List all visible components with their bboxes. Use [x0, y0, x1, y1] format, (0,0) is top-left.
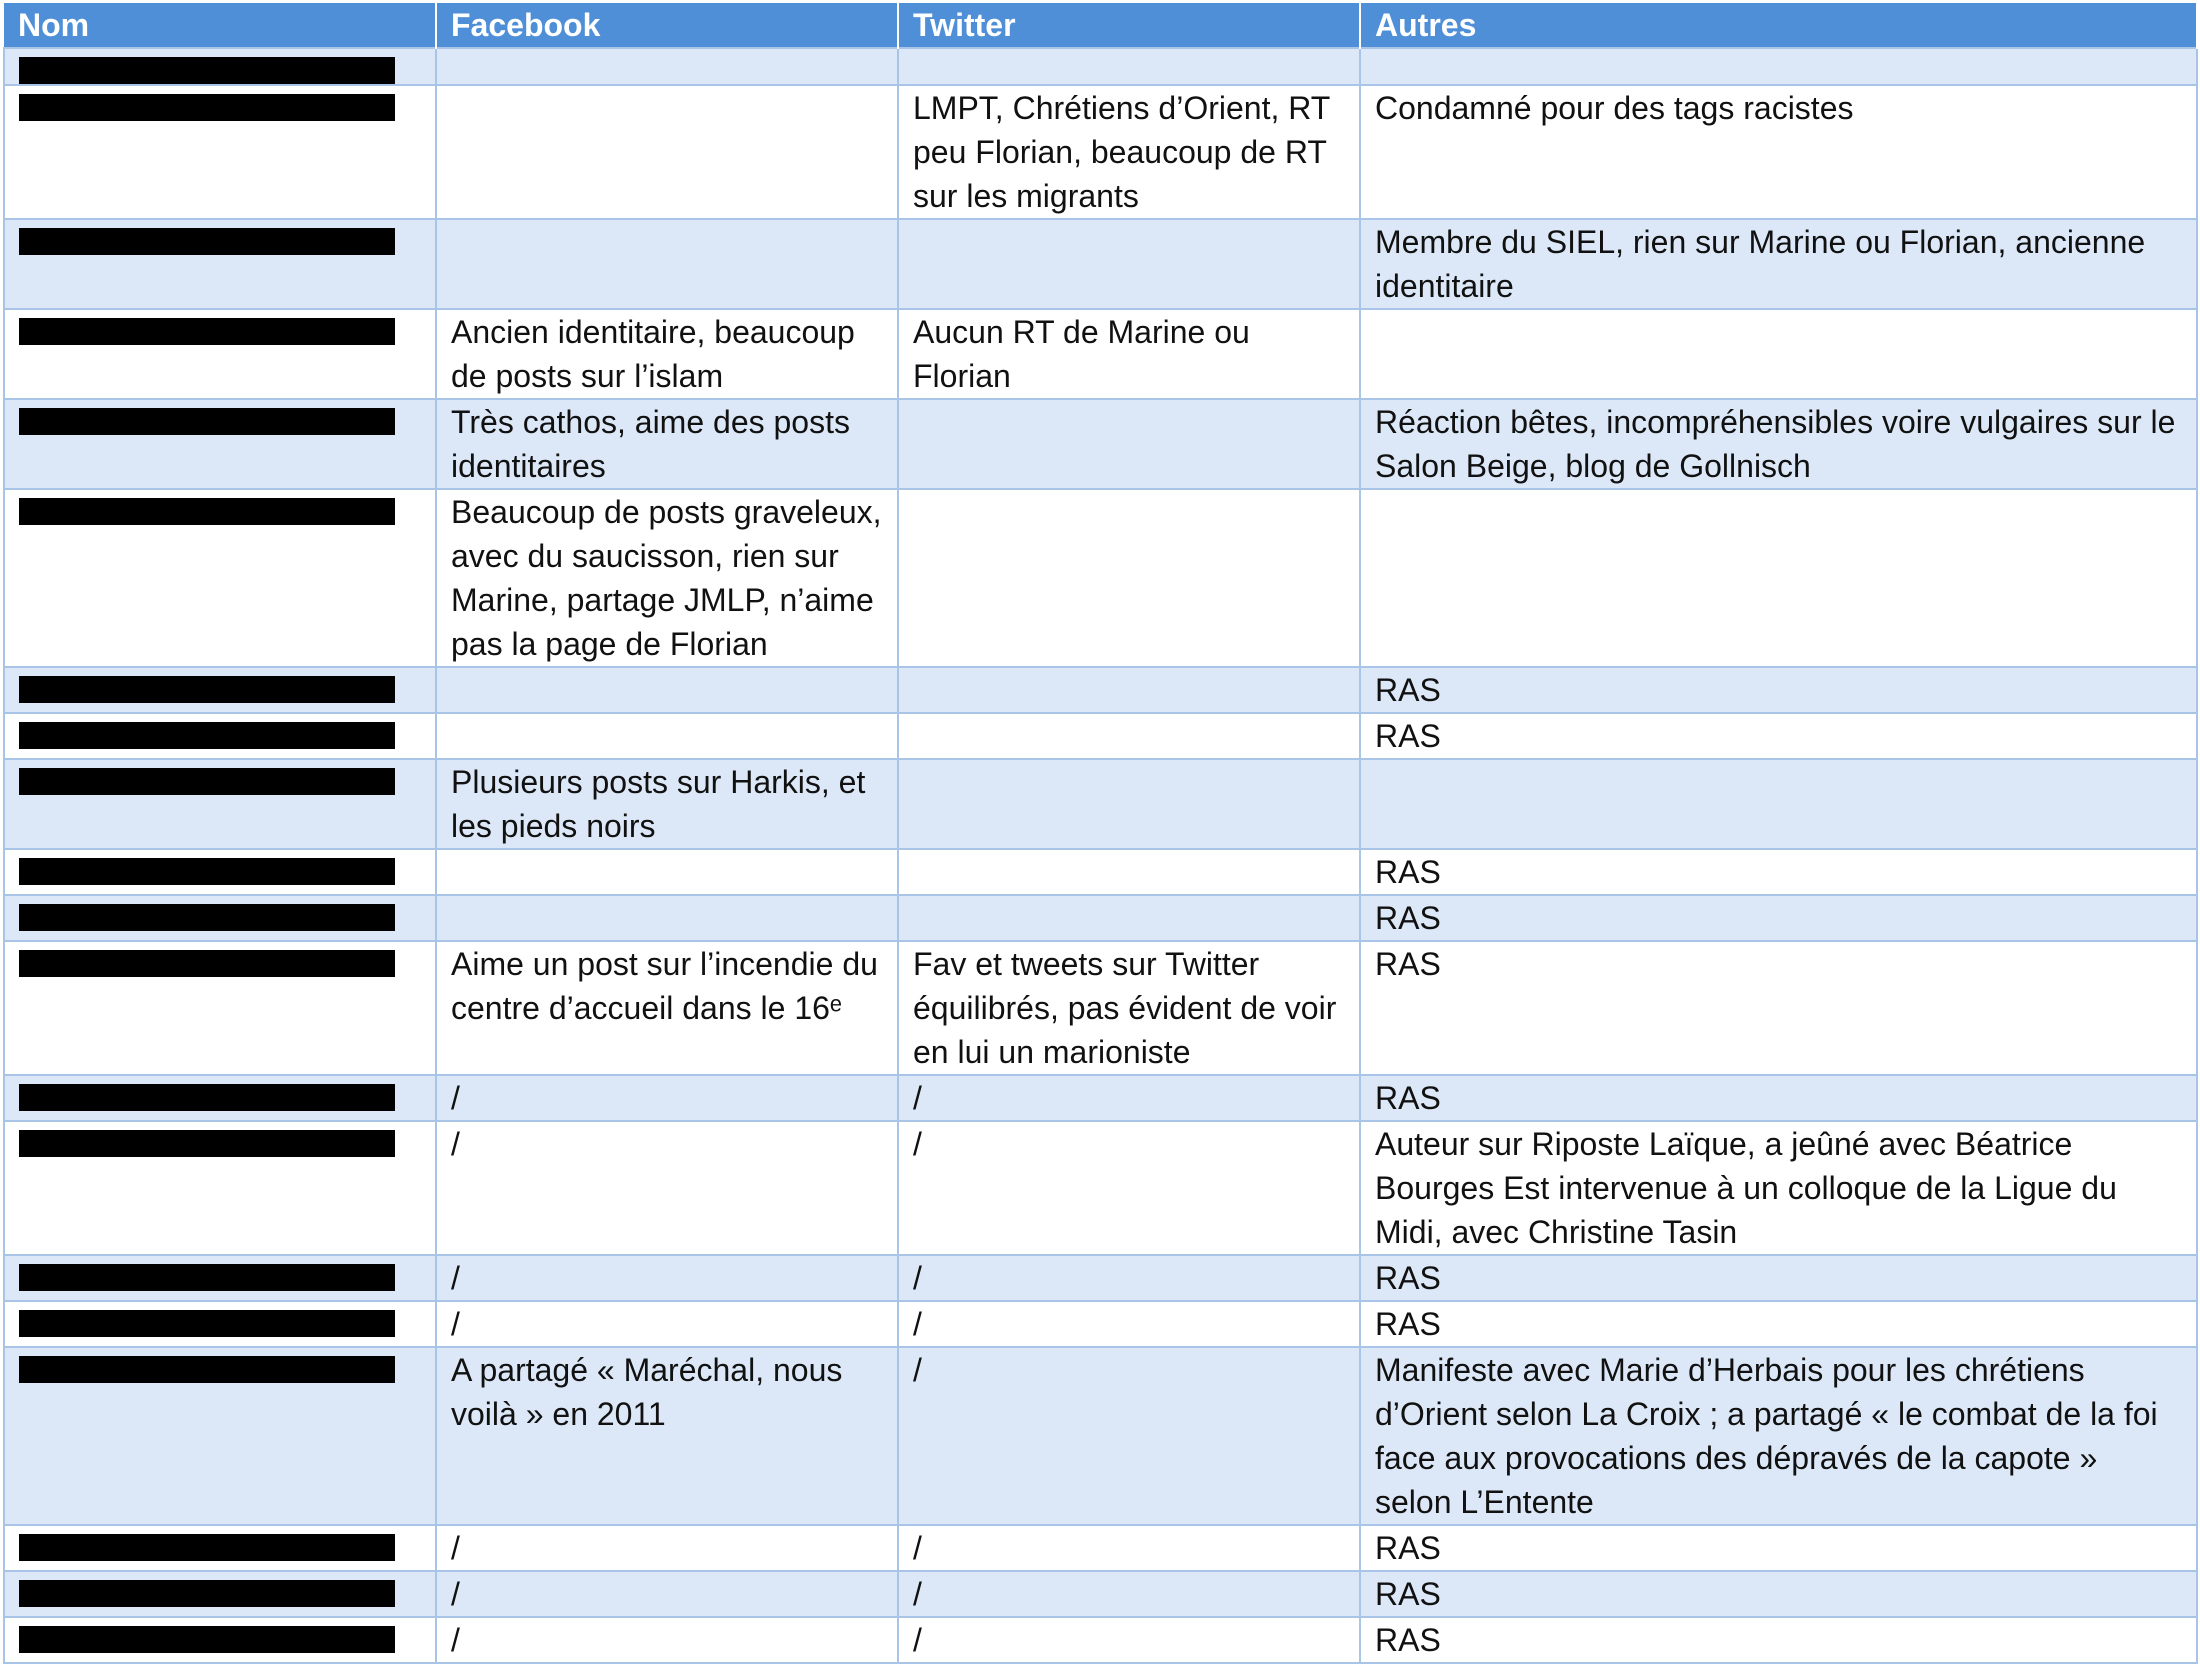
cell-facebook [436, 1121, 898, 1255]
cell-nom [4, 48, 436, 85]
cell-nom [4, 1121, 436, 1255]
cell-facebook-text: Ancien identitaire, beaucoup de posts sur l’islam [451, 314, 855, 394]
redaction-bar [19, 408, 395, 435]
cell-autres-text: RAS [1375, 1622, 1441, 1658]
cell-facebook [436, 48, 898, 85]
cell-facebook-text: A partagé « Maréchal, nous voilà » en 2011 [451, 1352, 843, 1432]
cell-twitter [898, 1571, 1360, 1617]
cell-autres [1360, 895, 2197, 941]
cell-autres-text: RAS [1375, 1260, 1441, 1296]
cell-nom [4, 309, 436, 399]
cell-twitter [898, 895, 1360, 941]
cell-autres-text: RAS [1375, 1080, 1441, 1116]
cell-nom [4, 1075, 436, 1121]
cell-twitter [898, 1255, 1360, 1301]
cell-autres [1360, 713, 2197, 759]
redaction-bar [19, 950, 395, 977]
redaction-bar [19, 1580, 395, 1607]
cell-twitter [898, 1617, 1360, 1663]
cell-autres [1360, 48, 2197, 85]
cell-twitter-text: / [913, 1260, 922, 1296]
cell-autres-text: RAS [1375, 1306, 1441, 1342]
table-row [4, 941, 2197, 1075]
cell-twitter [898, 1301, 1360, 1347]
header-facebook: Facebook [436, 3, 898, 48]
cell-twitter-text: Aucun RT de Marine ou Florian [913, 314, 1250, 394]
cell-facebook [436, 309, 898, 399]
cell-facebook-text: Beaucoup de posts graveleux, avec du saucisson, rien sur Marine, partage JMLP, n’aime pas la page de Florian [451, 494, 882, 662]
cell-nom [4, 759, 436, 849]
cell-nom [4, 895, 436, 941]
cell-autres [1360, 667, 2197, 713]
cell-twitter [898, 1075, 1360, 1121]
cell-autres [1360, 399, 2197, 489]
cell-twitter [898, 849, 1360, 895]
cell-autres-text: RAS [1375, 900, 1441, 936]
table-row [4, 219, 2197, 309]
table-row [4, 1525, 2197, 1571]
cell-twitter [898, 85, 1360, 219]
redaction-bar [19, 94, 395, 121]
cell-twitter [898, 219, 1360, 309]
cell-facebook-text: / [451, 1080, 460, 1116]
cell-nom [4, 1347, 436, 1525]
redaction-bar [19, 858, 395, 885]
cell-facebook [436, 713, 898, 759]
header-autres: Autres [1360, 3, 2197, 48]
redaction-bar [19, 57, 395, 84]
cell-autres [1360, 1075, 2197, 1121]
table-row [4, 1347, 2197, 1525]
table-row [4, 1075, 2197, 1121]
cell-autres-text: RAS [1375, 718, 1441, 754]
cell-facebook-text: Aime un post sur l’incendie du centre d’accueil dans le 16ᵉ [451, 946, 878, 1026]
cell-nom [4, 1617, 436, 1663]
table-row [4, 85, 2197, 219]
cell-facebook-text: / [451, 1622, 460, 1658]
cell-autres [1360, 849, 2197, 895]
cell-nom [4, 219, 436, 309]
table-row [4, 1255, 2197, 1301]
cell-twitter [898, 1121, 1360, 1255]
cell-twitter-text: / [913, 1576, 922, 1612]
cell-nom [4, 941, 436, 1075]
cell-nom [4, 1301, 436, 1347]
cell-autres-text: Condamné pour des tags racistes [1375, 90, 1854, 126]
cell-twitter [898, 1525, 1360, 1571]
cell-autres [1360, 489, 2197, 667]
cell-nom [4, 489, 436, 667]
cell-facebook-text: / [451, 1306, 460, 1342]
cell-twitter-text: / [913, 1352, 922, 1388]
cell-facebook [436, 1617, 898, 1663]
cell-twitter [898, 399, 1360, 489]
redaction-bar [19, 722, 395, 749]
redaction-bar [19, 768, 395, 795]
cell-twitter-text: / [913, 1126, 922, 1162]
cell-autres-text: RAS [1375, 1530, 1441, 1566]
table-row [4, 1301, 2197, 1347]
cell-facebook [436, 219, 898, 309]
cell-twitter-text: / [913, 1530, 922, 1566]
cell-autres-text: RAS [1375, 854, 1441, 890]
header-nom: Nom [4, 3, 436, 48]
redaction-bar [19, 498, 395, 525]
cell-nom [4, 667, 436, 713]
table-row [4, 399, 2197, 489]
cell-facebook [436, 399, 898, 489]
cell-autres-text: RAS [1375, 1576, 1441, 1612]
cell-autres [1360, 941, 2197, 1075]
header-twitter: Twitter [898, 3, 1360, 48]
table-row [4, 1617, 2197, 1663]
cell-facebook [436, 667, 898, 713]
cell-autres [1360, 1301, 2197, 1347]
cell-autres [1360, 1121, 2197, 1255]
cell-facebook-text: / [451, 1530, 460, 1566]
redaction-bar [19, 1310, 395, 1337]
cell-autres-text: Réaction bêtes, incompréhensibles voire vulgaires sur le Salon Beige, blog de Gollnisch [1375, 404, 2176, 484]
cell-facebook [436, 941, 898, 1075]
cell-facebook [436, 1255, 898, 1301]
table-row [4, 667, 2197, 713]
table-row [4, 1571, 2197, 1617]
cell-facebook [436, 489, 898, 667]
notes-table [3, 3, 2198, 1664]
cell-twitter-text: LMPT, Chrétiens d’Orient, RT peu Florian, beaucoup de RT sur les migrants [913, 90, 1330, 214]
redaction-bar [19, 1534, 395, 1561]
cell-nom [4, 849, 436, 895]
cell-nom [4, 85, 436, 219]
cell-nom [4, 399, 436, 489]
cell-facebook-text: / [451, 1260, 460, 1296]
cell-facebook [436, 1525, 898, 1571]
redaction-bar [19, 1084, 395, 1111]
cell-autres [1360, 1571, 2197, 1617]
cell-autres [1360, 1617, 2197, 1663]
cell-twitter [898, 48, 1360, 85]
table-row [4, 713, 2197, 759]
redaction-bar [19, 1626, 395, 1653]
cell-twitter [898, 667, 1360, 713]
cell-autres [1360, 1347, 2197, 1525]
cell-twitter [898, 759, 1360, 849]
table-row [4, 759, 2197, 849]
table-row [4, 849, 2197, 895]
table-body [4, 48, 2197, 1663]
cell-facebook [436, 1571, 898, 1617]
table-row [4, 1121, 2197, 1255]
cell-facebook-text: Très cathos, aime des posts identitaires [451, 404, 850, 484]
cell-nom [4, 1255, 436, 1301]
cell-nom [4, 713, 436, 759]
redaction-bar [19, 904, 395, 931]
cell-twitter [898, 489, 1360, 667]
cell-twitter [898, 941, 1360, 1075]
redaction-bar [19, 1356, 395, 1383]
cell-autres [1360, 1525, 2197, 1571]
cell-facebook-text: Plusieurs posts sur Harkis, et les pieds noirs [451, 764, 866, 844]
cell-facebook [436, 849, 898, 895]
cell-facebook [436, 1075, 898, 1121]
table-row [4, 895, 2197, 941]
redaction-bar [19, 318, 395, 345]
redaction-bar [19, 1130, 395, 1157]
cell-autres-text: Manifeste avec Marie d’Herbais pour les chrétiens d’Orient selon La Croix ; a partagé « le combat de la foi face aux provocations des dépravés de la capote » selon L’Entente [1375, 1352, 2158, 1520]
table-header-row [4, 3, 2197, 48]
cell-autres-text: RAS [1375, 672, 1441, 708]
cell-twitter-text: / [913, 1306, 922, 1342]
cell-facebook [436, 85, 898, 219]
cell-autres [1360, 85, 2197, 219]
cell-autres [1360, 219, 2197, 309]
redaction-bar [19, 228, 395, 255]
cell-facebook-text: / [451, 1126, 460, 1162]
cell-autres-text: RAS [1375, 946, 1441, 982]
cell-facebook [436, 895, 898, 941]
cell-autres [1360, 759, 2197, 849]
cell-nom [4, 1525, 436, 1571]
cell-autres-text: Auteur sur Riposte Laïque, a jeûné avec Béatrice Bourges Est intervenue à un colloque de la Ligue du Midi, avec Christine Tasin [1375, 1126, 2117, 1250]
cell-autres-text: Membre du SIEL, rien sur Marine ou Florian, ancienne identitaire [1375, 224, 2146, 304]
table-row [4, 309, 2197, 399]
table-row [4, 489, 2197, 667]
cell-facebook [436, 759, 898, 849]
cell-autres [1360, 1255, 2197, 1301]
redaction-bar [19, 676, 395, 703]
cell-facebook-text: / [451, 1576, 460, 1612]
table-row [4, 48, 2197, 85]
redaction-bar [19, 1264, 395, 1291]
cell-twitter [898, 1347, 1360, 1525]
cell-twitter-text: / [913, 1080, 922, 1116]
cell-twitter [898, 713, 1360, 759]
cell-facebook [436, 1301, 898, 1347]
cell-nom [4, 1571, 436, 1617]
cell-twitter-text: / [913, 1622, 922, 1658]
cell-twitter-text: Fav et tweets sur Twitter équilibrés, pas évident de voir en lui un marioniste [913, 946, 1337, 1070]
cell-autres [1360, 309, 2197, 399]
cell-twitter [898, 309, 1360, 399]
cell-facebook [436, 1347, 898, 1525]
